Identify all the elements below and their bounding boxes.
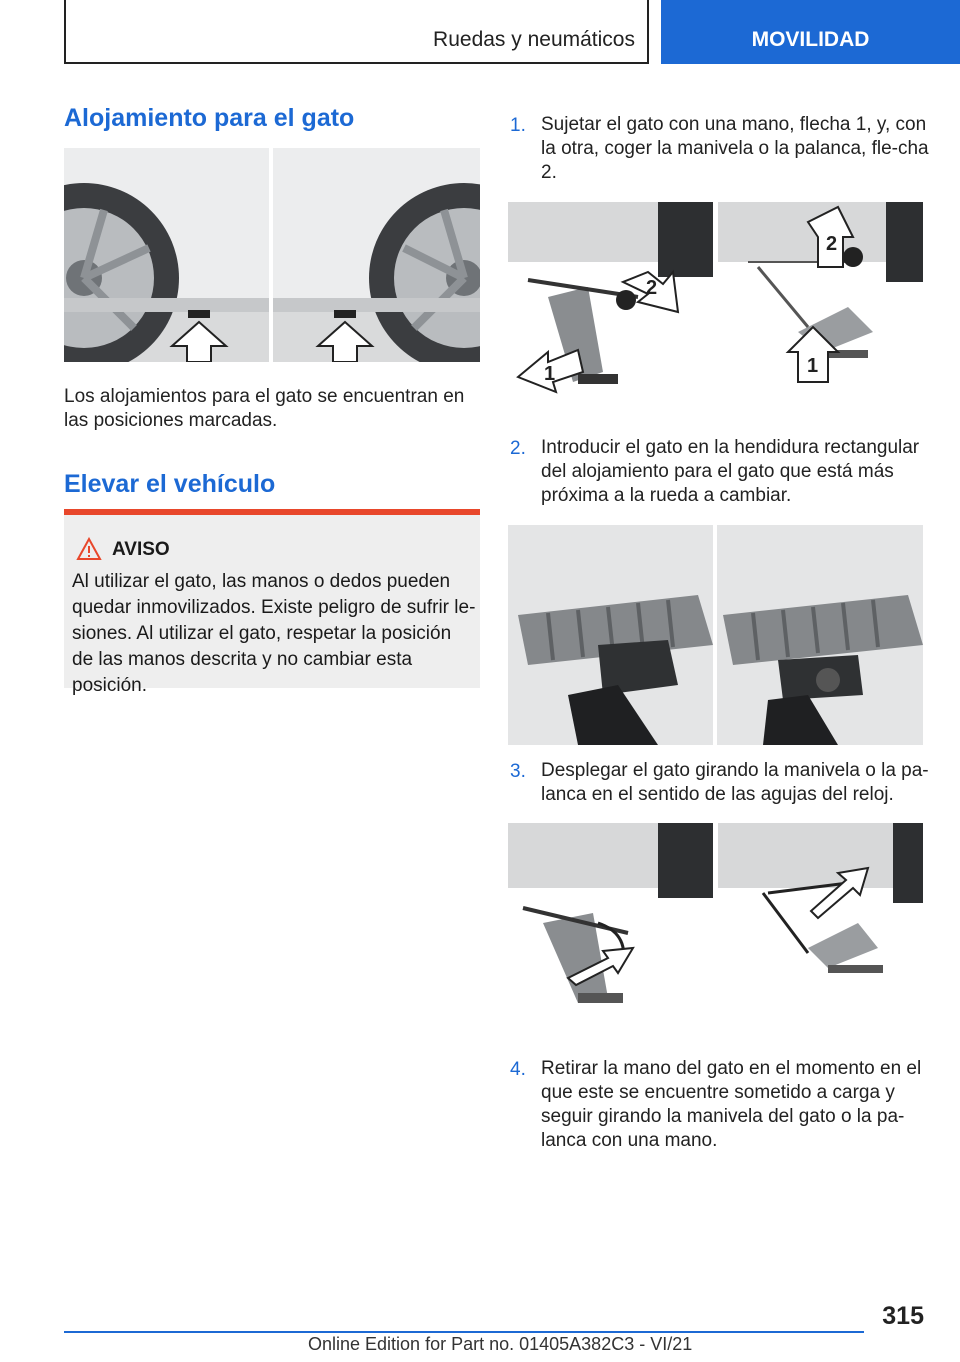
header-chapter-label: MOVILIDAD: [751, 28, 870, 51]
header-section-box: [64, 0, 649, 64]
step-text: Introducir el gato en la hendidura rectangular del alojamiento para el gato que está más próxima a la rueda a cambiar.: [541, 437, 920, 506]
caption-jack-points: Los alojamientos para el gato se encuentran en las posiciones marcadas.: [64, 386, 465, 431]
warning-text: Al utilizar el gato, las manos o dedos pueden quedar inmovilizados. Existe peligro de sufrir le-siones. Al utilizar el gato, respetar la posición de las manos descrita y no cambiar esta posición.: [72, 571, 476, 696]
figure-arrow-2-right: 2: [826, 233, 838, 255]
step-number: 2.: [510, 438, 526, 459]
footer-rule: [64, 1331, 864, 1333]
page-number: 315: [882, 1302, 924, 1330]
photo-jack-points: [64, 148, 480, 362]
step-text: Desplegar el gato girando la manivela o la pa-lanca en el sentido de las agujas del reloj.: [541, 760, 929, 805]
figure-arrow-1-right: 1: [807, 355, 819, 377]
warning-bar: [64, 509, 480, 515]
header-chapter-tab[interactable]: [661, 0, 960, 64]
step-number: 3.: [510, 761, 526, 782]
photo-insert-jack: [508, 525, 923, 745]
step-number: 1.: [510, 115, 526, 136]
step-text: Sujetar el gato con una mano, flecha 1, y, con la otra, coger la manivela o la palanca, fle-cha 2.: [541, 114, 929, 183]
warning-title: AVISO: [112, 539, 170, 560]
photo-extend-jack: [508, 823, 923, 1008]
heading-lift-vehicle: Elevar el vehículo: [64, 470, 276, 498]
figure-arrow-1-left: 1: [544, 363, 556, 385]
step-text: Retirar la mano del gato en el momento en el que este se encuentre sometido a carga y seguir girando la manivela del gato o la pa-lanca con una mano.: [541, 1058, 922, 1151]
header-section-title: Ruedas y neumáticos: [433, 28, 635, 51]
figure-arrow-2-left: 2: [646, 277, 658, 299]
heading-jack-mount: Alojamiento para el gato: [64, 104, 355, 132]
step-number: 4.: [510, 1059, 526, 1080]
photo-hold-jack: [508, 202, 923, 398]
warning-triangle-icon: [76, 537, 102, 561]
warning-box: [64, 509, 480, 696]
footer-edition: Online Edition for Part no. 01405A382C3 - VI/21: [308, 1334, 693, 1354]
